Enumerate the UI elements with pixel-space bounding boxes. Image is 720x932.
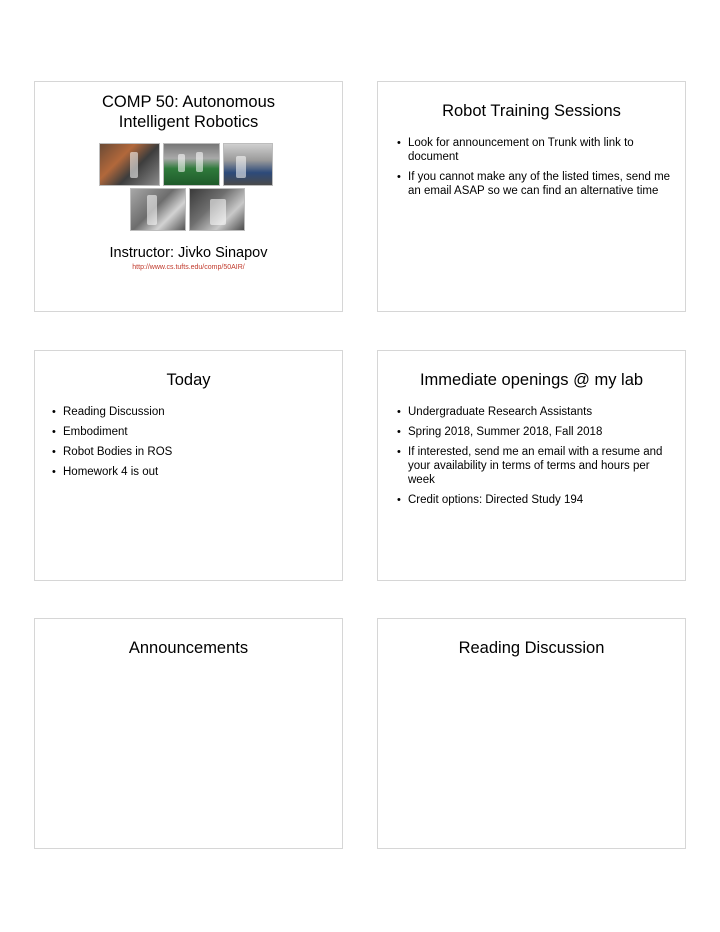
list-item: • Homework 4 is out (52, 465, 332, 479)
robot-photo (99, 143, 160, 186)
slide-3 (34, 350, 343, 581)
slide-1 (34, 81, 343, 312)
list-item: • Robot Bodies in ROS (52, 445, 332, 459)
list-item: • If interested, send me an email with a resume and your availability in terms of terms and hours per week (397, 445, 673, 487)
course-link[interactable]: http://www.cs.tufts.edu/comp/50AIR/ (132, 264, 245, 271)
list-item: • Embodiment (52, 425, 332, 439)
bullet-list (397, 136, 677, 204)
slide-2 (377, 81, 686, 312)
instructor-name: Instructor: Jivko Sinapov (109, 245, 268, 261)
slide-4 (377, 350, 686, 581)
title-line-2: Intelligent Robotics (118, 113, 259, 131)
robot-arms-photo (130, 188, 186, 231)
slide-title: Today (166, 371, 211, 389)
list-item: • Credit options: Directed Study 194 (397, 493, 673, 507)
title-line-1: COMP 50: Autonomous (101, 93, 276, 111)
list-item: • Reading Discussion (52, 405, 332, 419)
list-item: • Undergraduate Research Assistants (397, 405, 673, 419)
slide-title: Reading Discussion (458, 639, 605, 657)
slide-title (35, 92, 342, 132)
list-item: • Spring 2018, Summer 2018, Fall 2018 (397, 425, 673, 439)
robot-photo-collage (99, 143, 275, 231)
robot-lab-photo (223, 143, 273, 186)
bullet-list (397, 405, 673, 513)
bullet-list (52, 405, 332, 485)
list-item: • Look for announcement on Trunk with link to document (397, 136, 677, 164)
slide-title: Robot Training Sessions (442, 102, 621, 120)
robot-soccer-photo (163, 143, 220, 186)
slide-title: Announcements (128, 639, 249, 657)
slide-title: Immediate openings @ my lab (419, 371, 644, 389)
list-item: • If you cannot make any of the listed times, send me an email ASAP so we can find an alternative time (397, 170, 677, 198)
slide-5 (34, 618, 343, 849)
slide-6 (377, 618, 686, 849)
mobile-robot-photo (189, 188, 245, 231)
